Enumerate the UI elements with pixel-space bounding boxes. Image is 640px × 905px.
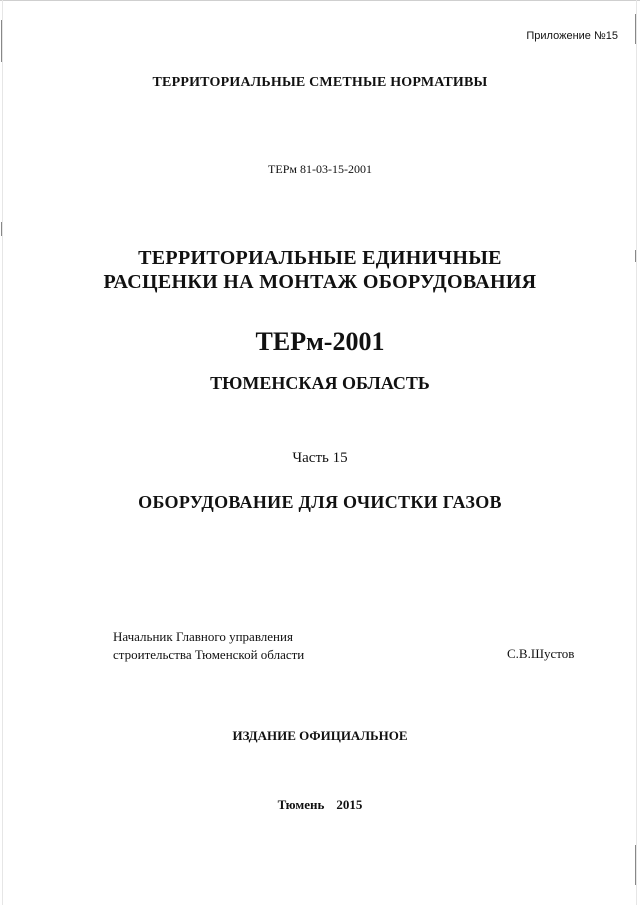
signatory-position-line2: строительства Тюменской области [113,647,305,662]
main-title [0,246,640,294]
collection-code: ТЕРм-2001 [255,327,385,356]
region-name: ТЮМЕНСКАЯ ОБЛАСТЬ [210,373,430,393]
city: Тюмень [277,797,325,812]
scan-artifact [635,14,636,44]
year: 2015 [336,797,363,812]
city-year [0,797,640,813]
main-title-line2: РАСЦЕНКИ НА МОНТАЖ ОБОРУДОВАНИЯ [103,271,537,293]
signatory-position [113,628,304,664]
top-edge-line [0,0,640,1]
scan-artifact [635,845,636,885]
part-label: Часть 15 [292,450,348,466]
main-title-line1: ТЕРРИТОРИАЛЬНЫЕ ЕДИНИЧНЫЕ [138,247,502,269]
annex-label: Приложение №15 [526,30,618,42]
scan-artifact [1,222,2,236]
edition-label: ИЗДАНИЕ ОФИЦИАЛЬНОЕ [232,728,408,743]
header-title: ТЕРРИТОРИАЛЬНЫЕ СМЕТНЫЕ НОРМАТИВЫ [152,75,488,90]
signatory-position-line1: Начальник Главного управления [113,629,293,644]
part-title: ОБОРУДОВАНИЕ ДЛЯ ОЧИСТКИ ГАЗОВ [138,492,502,512]
scan-artifact [1,20,2,62]
signatory-name: С.В.Шустов [507,646,575,661]
document-code: ТЕРм 81-03-15-2001 [268,162,372,176]
